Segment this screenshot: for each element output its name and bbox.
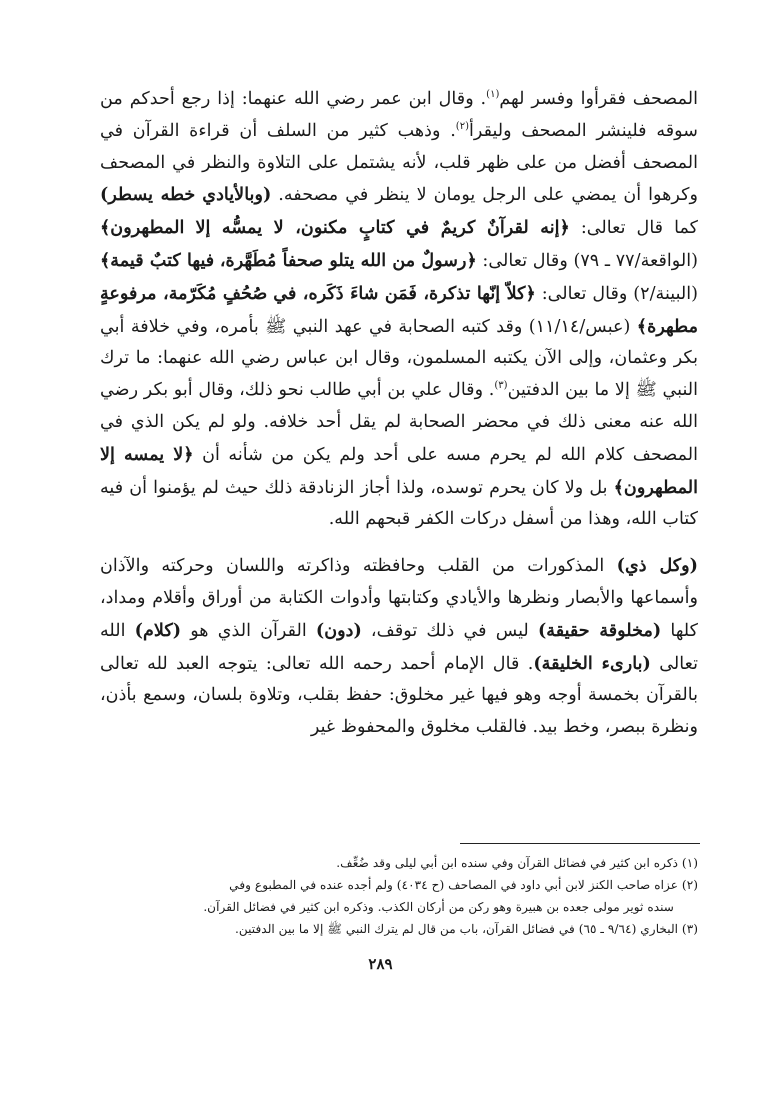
page-number: ٢٨٩ bbox=[368, 955, 393, 973]
text-segment: . قال الإمام أحمد رحمه الله تعالى: يتوجه bbox=[217, 653, 534, 674]
text-segment: المصحف أفضل من على ظهر قلب، لأنه يشتمل على التلاوة والنظر في bbox=[172, 152, 698, 173]
bold-text: فيها كتبٌ قيمة﴾ bbox=[100, 249, 215, 271]
text-segment: وأسماعها والأبصار ونظرها والأيادي وكتابتها وأدوات الكتابة من أوراق وأقلام bbox=[152, 587, 699, 608]
bold-text: ﴿إنه لقرآنٌ كريمٌ في كتابٍ مكنون، لا يمسُّه إلا bbox=[195, 217, 570, 239]
footnote-reference: (١) bbox=[486, 89, 500, 101]
text-segment: أسفل دركات الكفر قبحهم الله. bbox=[328, 509, 555, 530]
paragraph bbox=[100, 84, 698, 536]
paragraph bbox=[100, 550, 698, 744]
bold-text: (وكل ذي) bbox=[616, 555, 698, 577]
text-segment: . وقال ابن عمر رضي الله عنهما: إذا رجع أحدكم bbox=[129, 89, 487, 109]
text-segment: النبي ﷺ بأمره، وفي خلافة أبي بكر وعثمان، وإلى الآن يكتبه المسلمون، وقال bbox=[100, 316, 699, 369]
text-segment: من سوقه فلينشر المصحف وليقرأ bbox=[100, 89, 698, 141]
text-segment: ليس في ذلك توقف، bbox=[361, 620, 538, 641]
bold-text: ﴿رسولٌ من الله يتلو صحفاً مُطَهَّرة، bbox=[219, 249, 477, 271]
bold-text: ﴿كلاّ إنّها تذكرة، فَمَن شاءَ ذَكَره، في bbox=[273, 282, 536, 304]
text-segment: المصحف وكرهوا أن يمضي على الرجل يومان لا ينظر في مصحفه. bbox=[100, 152, 698, 206]
text-segment: الله تعالى bbox=[100, 620, 698, 674]
bold-text: (بارىء الخليقة) bbox=[533, 652, 651, 674]
text-segment: كما قال تعالى: bbox=[569, 218, 699, 239]
bold-text: خطه يسطر) bbox=[100, 184, 196, 206]
bold-text: (مخلوقة حقيقة) bbox=[537, 619, 662, 641]
footnote-3: (٣) البخاري (٩/٦٤ ـ ٦٥) في فضائل القرآن، باب من قال لم يترك النبي ﷺ إلا ما بين الدفتين. bbox=[234, 922, 698, 936]
bold-text: ﴿لا يمسه إلا المطهرون﴾ bbox=[100, 443, 699, 498]
footnote-separator bbox=[460, 843, 700, 844]
text-segment: المصحف فقرأوا وفسر لهم bbox=[499, 89, 698, 109]
footnotes bbox=[100, 852, 698, 940]
bold-text: المطهرون﴾ bbox=[100, 217, 185, 239]
text-segment: مسه على أحد ولم يكن من شأنه أن bbox=[193, 444, 481, 465]
text-segment: الصحابة لم يقل أحد خلافه. ولو لم يكن الذي في المصحف كلام الله لم يحرم bbox=[100, 411, 699, 465]
footnote-2-continued: سنده ثوير مولى جعده بن هبيرة وهو ركن من أركان الكذب. وذكره ابن كثير في فضائل القرآن. bbox=[203, 900, 674, 914]
text-segment: ابن عباس رضي الله عنهما: ما ترك النبي ﷺ إلا ما بين الدفتين bbox=[100, 348, 699, 401]
bold-text: (وبالأيادي bbox=[202, 184, 272, 206]
text-segment: (البينة/٢) وقال تعالى: bbox=[535, 283, 699, 304]
footnote-2: (٢) عزاه صاحب الكنز لابن أبي داود في المصاحف (ح ٤٠٣٤) ولم أجده عنده في المطبوع وفي bbox=[229, 878, 698, 892]
main-text bbox=[100, 84, 698, 744]
footnote-reference: (٢) bbox=[455, 120, 469, 132]
footnote-1: (١) ذكره ابن كثير في فضائل القرآن وفي سنده ابن أبي ليلى وقد ضُعِّف. bbox=[336, 856, 698, 870]
text-segment: (عبس/١١/١٤) وقد كتبه الصحابة في عهد bbox=[334, 316, 637, 337]
text-segment: ومداد، كلها bbox=[100, 587, 699, 641]
bold-text: (دون) bbox=[315, 619, 362, 641]
text-segment: بل ولا كان bbox=[532, 477, 614, 498]
text-segment: (الواقعة/٧٧ ـ ٧٩) وقال تعالى: bbox=[476, 250, 698, 271]
text-segment: علي بن أبي طالب نحو ذلك، وقال أبو بكر رضي الله عنه معنى ذلك في محضر bbox=[100, 380, 699, 432]
text-segment: المذكورات من القلب وحافظته وذاكرته واللسان وحركته والآذان bbox=[100, 556, 617, 577]
text-segment: بلسان، وسمع بأذن، ونظرة ببصر، وخط بيد. فالقلب مخلوق والمحفوظ غير bbox=[100, 685, 698, 738]
footnote-reference: (٣) bbox=[494, 380, 508, 392]
bold-text: (كلام) bbox=[134, 619, 182, 641]
text-segment: القرآن الذي هو bbox=[190, 620, 316, 641]
bold-text: صُحُفٍ مُكَرّمة، مرفوعةٍ مطهرة﴾ bbox=[100, 282, 698, 337]
text-segment: . وقال bbox=[448, 380, 495, 401]
text-segment: . وذهب كثير من السلف أن قراءة القرآن في bbox=[100, 120, 456, 141]
text-segment: يحرم توسده، ولذا أجاز الزنادقة ذلك حيث لم يؤمنوا أن فيه كتاب الله، وهذا من bbox=[100, 477, 698, 530]
text-segment: العبد لله تعالى بالقرآن بخمسة أوجه وهو فيها غير مخلوق: حفظ بقلب، وتلاوة bbox=[100, 653, 698, 706]
